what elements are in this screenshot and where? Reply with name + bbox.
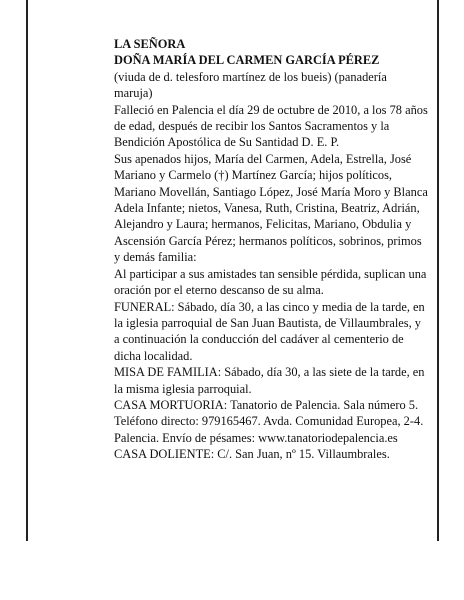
heading-title: LA SEÑORA [114, 37, 186, 51]
request-paragraph: Al participar a sus amistades tan sensible pérdida, suplican una oración por el eterno descanso de su alma. [114, 266, 427, 298]
obituary-notice [114, 36, 428, 463]
left-border-rule [26, 0, 28, 541]
funeral-paragraph: FUNERAL: Sábado, día 30, a las cinco y media de la tarde, en la iglesia parroquial de San Juan Bautista, de Villaumbrales, y a continuación la conducción del cadáver al cementerio de dicha localidad. [114, 299, 425, 363]
mortuary-paragraph: CASA MORTUORIA: Tanatorio de Palencia. Sala número 5. Teléfono directo: 979165467. Avda. Comunidad Europea, 2-4. Palencia. Envío de pésames: www.tanatoriodepalencia.es [114, 397, 424, 445]
family-paragraph: Sus apenados hijos, María del Carmen, Adela, Estrella, José Mariano y Carmelo (†) Martínez García; hijos políticos, Mariano Movellán, Santiago López, José María Moro y Blanca Adela Infante; nietos, Vanesa, Ruth, Cristina, Beatriz, Adrián, Alejandro y Laura; hermanos, Felicitas, Mariano, Obdulia y Ascensión García Pérez; hermanos políticos, sobrinos, primos y demás familia: [114, 151, 428, 265]
residence-paragraph: CASA DOLIENTE: C/. San Juan, nº 15. Villaumbrales. [114, 447, 390, 462]
deceased-name: DOÑA MARÍA DEL CARMEN GARCÍA PÉREZ [114, 53, 380, 68]
right-border-rule [437, 0, 439, 541]
deceased-subtitle: (viuda de d. telesforo martínez de los bueis) (panadería maruja) [114, 69, 387, 101]
death-paragraph: Falleció en Palencia el día 29 de octubre de 2010, a los 78 años de edad, después de recibir los Santos Sacramentos y la Bendición Apostólica de Su Santidad D. E. P. [114, 102, 428, 150]
family-mass-paragraph: MISA DE FAMILIA: Sábado, día 30, a las siete de la tarde, en la misma iglesia parroquial. [114, 365, 425, 396]
